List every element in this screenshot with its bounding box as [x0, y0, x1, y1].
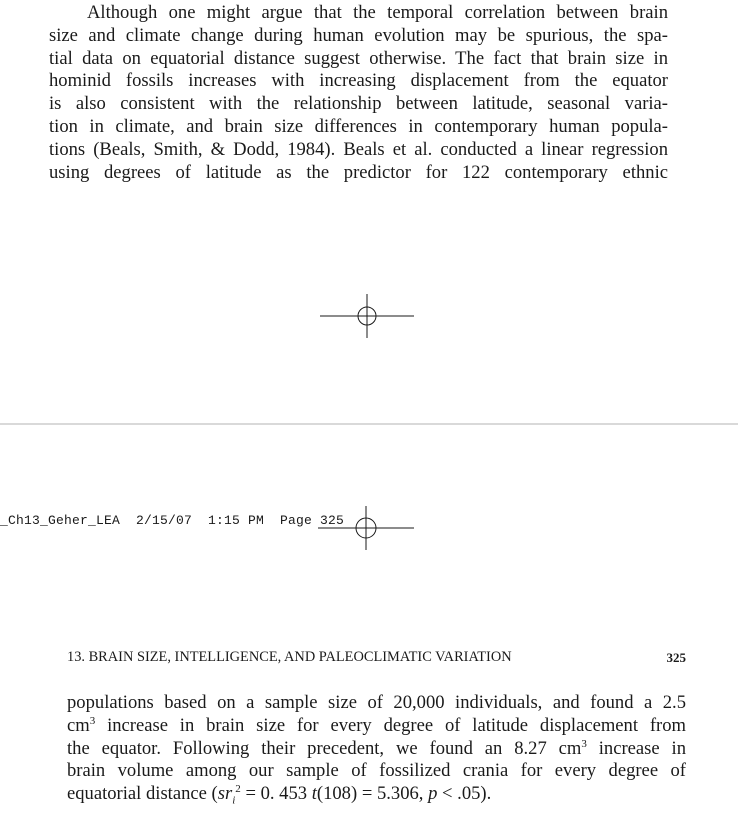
page-divider — [0, 423, 738, 425]
text-line: hominid fossils increases with increasing displacement from the equator — [49, 70, 668, 92]
text-line: size and climate change during human evolution may be spurious, the spa- — [49, 24, 668, 46]
registration-mark-icon — [320, 294, 414, 338]
text-line: tial data on equatorial distance suggest otherwise. The fact that brain size in — [49, 47, 668, 69]
text-line: Although one might argue that the temporal correlation between brain — [87, 2, 668, 23]
body-paragraph-top — [49, 2, 668, 184]
body-paragraph-bottom — [67, 692, 686, 806]
text-line: using degrees of latitude as the predictor for 122 contemporary ethnic — [49, 161, 668, 183]
text-line: is also consistent with the relationship between latitude, seasonal varia- — [49, 93, 668, 115]
running-header — [67, 649, 686, 666]
text-line: populations based on a sample size of 20,000 individuals, and found a 2.5 — [67, 692, 686, 713]
text-line: equatorial distance ($sr_i^2 = 0$. 453 t(108) = 5.306, p < .05). — [67, 783, 492, 807]
text-line: the equator. Following their precedent, we found an 8.27 $cm^3$ increase in — [67, 737, 686, 759]
text-line: $cm^3$ increase in brain size for every degree of latitude displacement from — [67, 714, 686, 736]
text-line: brain volume among our sample of fossilized crania for every degree of — [67, 760, 686, 782]
text-line: tion in climate, and brain size differences in contemporary human popula- — [49, 115, 668, 137]
chapter-title: 13. BRAIN SIZE, INTELLIGENCE, AND PALEOCLIMATIC VARIATION — [67, 649, 512, 665]
registration-mark-icon — [318, 506, 414, 550]
page-number: 325 — [666, 650, 686, 665]
print-slug-line: _Ch13_Geher_LEA 2/15/07 1:15 PM Page 325 — [0, 513, 345, 528]
text-line: tions (Beals, Smith, & Dodd, 1984). Beals et al. conducted a linear regression — [49, 138, 668, 160]
